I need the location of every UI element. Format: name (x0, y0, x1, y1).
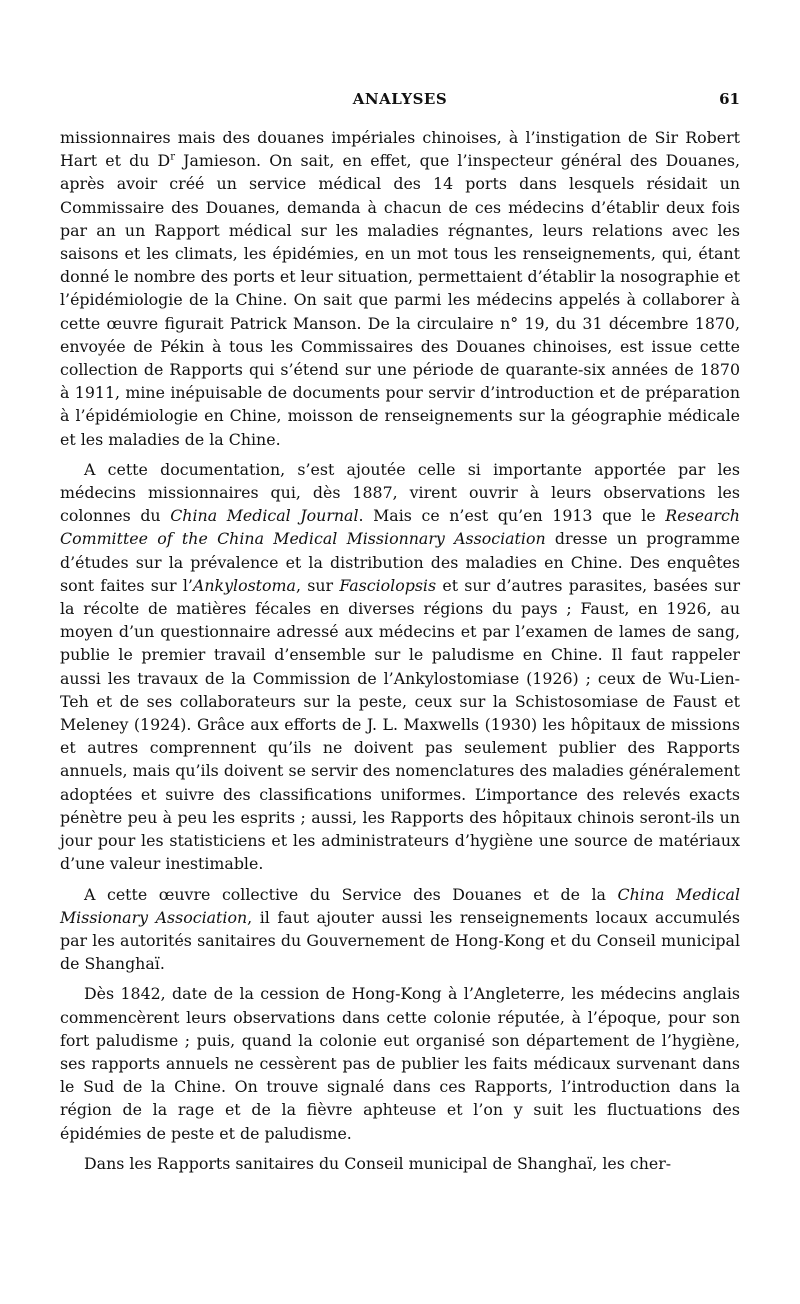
italic-text: China Medical Missionary Association (60, 884, 741, 927)
text-run: A cette documentation, s’est ajoutée celle si importante apportée par les médecins missionnaires qui, dès 1887, virent ouvrir à leurs observations les colonnes du (60, 459, 740, 526)
text-run: Jamieson. On sait, en effet, que l’inspecteur général des Douanes, après avoir créé un service médical des 14 ports dans lesquels résidait un Commissaire des Douanes, demanda à chacun de ces médecins d’établir deux fois par an un Rapport médical sur les maladies régnantes, leurs relations avec les saisons et les climats, les épidémies, en un mot tous les renseignements, qui, étant donné le nombre des ports et leur situation, permettaient d’établir la nosographie et l’épidémiologie de la Chine. On sait que parmi les médecins appelés à collaborer à cette œuvre figurait Patrick Manson. De la circulaire n° 19, du 31 décembre 1870, envoyée de Pékin à tous les Commissaires des Douanes chinoises, est issue cette collection de Rapports qui s’étend sur une période de quarante-six années de 1870 à 1911, mine inépuisable de documents pour servir d’introduction et de préparation à l’épidémiologie en Chine, moisson de renseignements sur la géographie médicale et les maladies de la Chine. (60, 151, 740, 449)
text-run: Dès 1842, date de la cession de Hong-Kong à l’Angleterre, les médecins anglais commencèrent leurs observations dans cette colonie réputée, à l’époque, pour son fort paludisme ; puis, quand la colonie eut organisé son département de l’hygiène, ses rapports annuels ne cessèrent pas de publier les faits médicaux survenant dans le Sud de la Chine. On trouve signalé dans ces Rapports, l’introduction dans la région de la rage et de la fièvre aphteuse et l’on y suit les fluctuations des épidémies de peste et de paludisme. (60, 984, 740, 1143)
running-header (60, 90, 740, 120)
text-run: Dans les Rapports sanitaires du Conseil municipal de Shanghaï, les cher- (84, 1153, 672, 1173)
paragraph (60, 1152, 740, 1175)
italic-text: Ankylostoma (192, 575, 296, 595)
italic-text: Fasciolopsis (339, 575, 437, 595)
italic-text: China Medical Journal (170, 506, 359, 526)
paragraph (60, 982, 740, 1144)
running-title: ANALYSES (352, 90, 448, 108)
text-run: missionnaires mais des douanes impériales chinoises, à l’instigation de Sir Robert Hart et du D (60, 128, 740, 171)
text-run: A cette œuvre collective du Service des Douanes et de la (84, 884, 618, 904)
italic-text: Research Committee of the China Medical Missionnary Association (60, 506, 740, 549)
paragraph (60, 458, 740, 876)
superscript-text: r (170, 151, 175, 163)
text-run: et sur d’autres parasites, basées sur la récolte de matières fécales en diverses régions du pays ; Faust, en 1926, au moyen d’un questionnaire adressé aux médecins et par l’examen de lames de sang, publie le premier travail d’ensemble sur le paludisme en Chine. Il faut rappeler aussi les travaux de la Commission de l’Ankylostomiase (1926) ; ceux de Wu-Lien-Teh et de ses collaborateurs sur la peste, ceux sur la Schistosomiase de Faust et Meleney (1924). Grâce aux efforts de J. L. Maxwells (1930) les hôpitaux de missions et autres comprennent qu’ils ne doivent pas seulement publier des Rapports annuels, mais qu’ils doivent se servir des nomenclatures des maladies généralement adoptées et suivre des classifications uniformes. L’importance des relevés exacts pénètre peu à peu les esprits ; aussi, les Rapports des hôpitaux chinois seront-ils un jour pour les statisticiens et les administrateurs d’hygiène une source de matériaux d’une valeur inestimable. (60, 575, 740, 874)
text-run: dresse un programme d’études sur la prévalence et la distribution des maladies en Chine. Des enquêtes sont faites sur l’ (60, 529, 740, 595)
text-run: , sur (295, 575, 340, 595)
page-number: 61 (719, 90, 740, 108)
text-run: . Mais ce n’est qu’en 1913 que le (358, 506, 666, 526)
paragraph (60, 883, 740, 976)
paragraph (60, 126, 740, 451)
text-run: , il faut ajouter aussi les renseignements locaux accumulés par les autorités sanitaires du Gouvernement de Hong-Kong et du Conseil municipal de Shanghaï. (60, 907, 740, 974)
body-text (60, 126, 740, 1175)
document-page (60, 90, 740, 1182)
